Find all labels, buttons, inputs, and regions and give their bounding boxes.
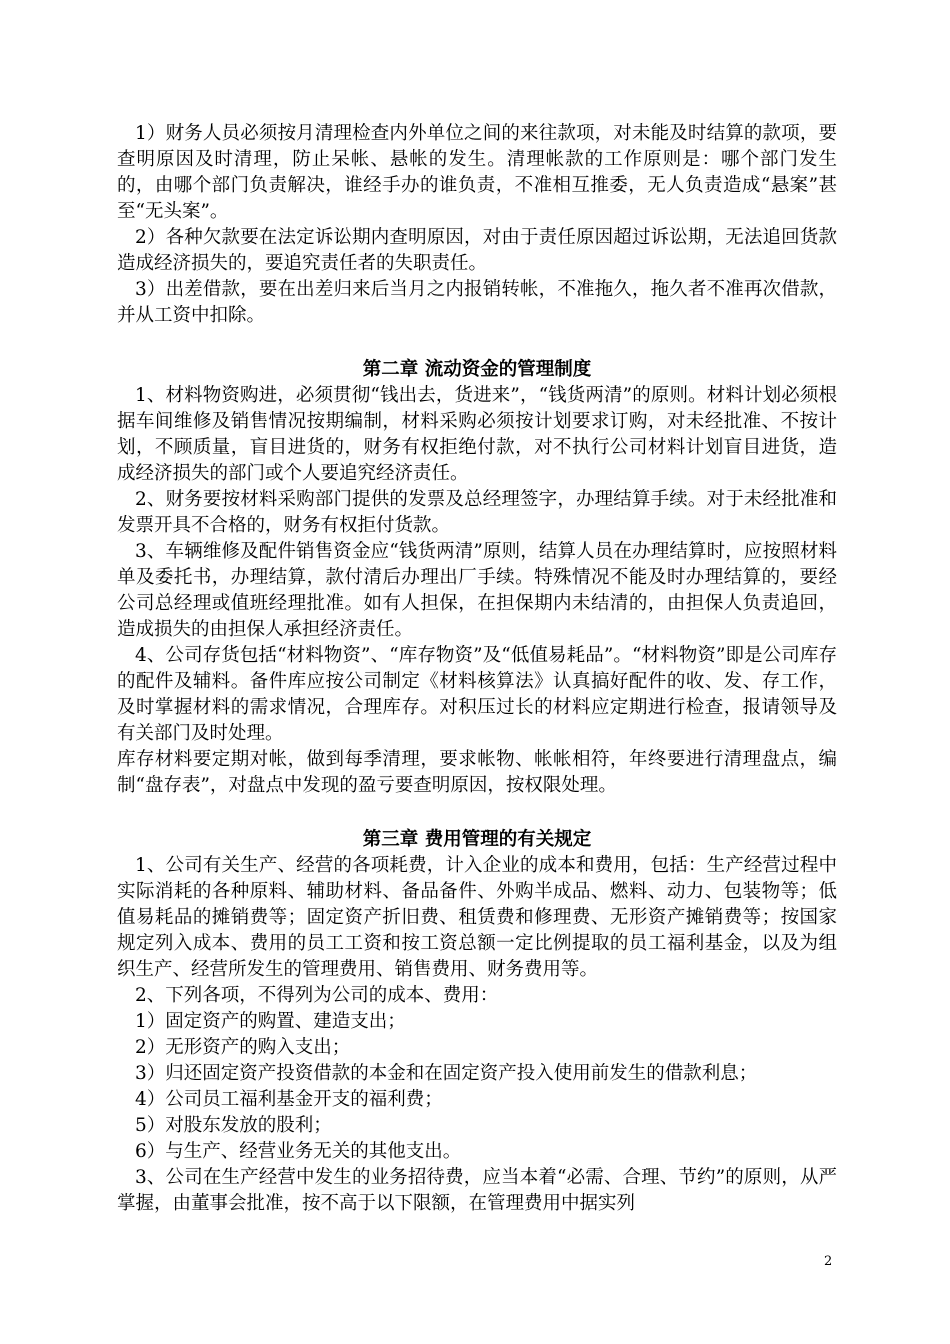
- paragraph: 4、公司存货包括“材料物资”、“库存物资”及“低值易耗品”。“材料物资”即是公司库存的配件及辅料。备件库应按公司制定《材料核算法》认真搞好配件的收、发、存工作，及时掌握材料的需求情况，合理库存。对积压过长的材料应定期进行检查，报请领导及有关部门及时处理。: [117, 645, 837, 744]
- paragraph: 2）各种欠款要在法定诉讼期内查明原因，对由于责任原因超过诉讼期，无法追回货款造成经济损失的，要追究责任者的失职责任。: [117, 227, 837, 274]
- paragraph: 库存材料要定期对帐，做到每季清理，要求帐物、帐帐相符，年终要进行清理盘点，编制“盘存表”，对盘点中发现的盈亏要查明原因，按权限处理。: [117, 749, 837, 796]
- chapter-3-title: 第三章 费用管理的有关规定: [362, 829, 592, 850]
- list-item: 5）对股东发放的股利；: [135, 1115, 332, 1136]
- section-spacer: [117, 799, 837, 827]
- paragraph: 1、材料物资购进，必须贯彻“钱出去，货进来”，“钱货两清”的原则。材料计划必须根据车间维修及销售情况按期编制，材料采购必须按计划要求订购，对未经批准、不按计划，不顾质量，盲目进货的，财务有权拒绝付款，对不执行公司材料计划盲目进货，造成经济损失的部门或个人要追究经济责任。: [117, 385, 837, 484]
- list-item: 1）固定资产的购置、建造支出；: [135, 1011, 406, 1032]
- paragraph: 1）财务人员必须按月清理检查内外单位之间的来往款项，对未能及时结算的款项，要查明原因及时清理，防止呆帐、悬帐的发生。清理帐款的工作原则是：哪个部门发生的，由哪个部门负责解决，谁经手办的谁负责，不准相互推委，无人负责造成“悬案”甚至“无头案”。: [117, 123, 837, 222]
- page-number: 2: [824, 1254, 833, 1269]
- list-item: 6）与生产、经营业务无关的其他支出。: [135, 1141, 462, 1162]
- list-item: 3）归还固定资产投资借款的本金和在固定资产投入使用前发生的借款利息；: [135, 1063, 758, 1084]
- chapter-2-title: 第二章 流动资金的管理制度: [362, 359, 592, 380]
- section-spacer: [117, 329, 837, 357]
- paragraph: 1、公司有关生产、经营的各项耗费，计入企业的成本和费用，包括：生产经营过程中实际消耗的各种原料、辅助材料、备品备件、外购半成品、燃料、动力、包装物等；低值易耗品的摊销费等；固定资产折旧费、租赁费和修理费、无形资产摊销费等；按国家规定列入成本、费用的员工工资和按工资总额一定比例提取的员工福利基金，以及为组织生产、经营所发生的管理费用、销售费用、财务费用等。: [117, 855, 837, 980]
- paragraph: 3、车辆维修及配件销售资金应“钱货两清”原则，结算人员在办理结算时，应按照材料单及委托书，办理结算，款付清后办理出厂手续。特殊情况不能及时办理结算的，要经公司总经理或值班经理批准。如有人担保，在担保期内未结清的，由担保人负责追回，造成损失的由担保人承担经济责任。: [117, 541, 837, 640]
- paragraph: 3）出差借款，要在出差归来后当月之内报销转帐，不准拖久，拖久者不准再次借款，并从工资中扣除。: [117, 279, 837, 326]
- document-body: [117, 121, 837, 1217]
- paragraph: 2、财务要按材料采购部门提供的发票及总经理签字，办理结算手续。对于未经批准和发票开具不合格的，财务有权拒付货款。: [117, 489, 837, 536]
- paragraph: 3、公司在生产经营中发生的业务招待费，应当本着“必需、合理、节约”的原则，从严掌握，由董事会批准，按不高于以下限额，在管理费用中据实列: [117, 1167, 837, 1214]
- paragraph: 2、下列各项，不得列为公司的成本、费用：: [135, 985, 499, 1006]
- list-item: 2）无形资产的购入支出；: [135, 1037, 351, 1058]
- list-item: 4）公司员工福利基金开支的福利费；: [135, 1089, 443, 1110]
